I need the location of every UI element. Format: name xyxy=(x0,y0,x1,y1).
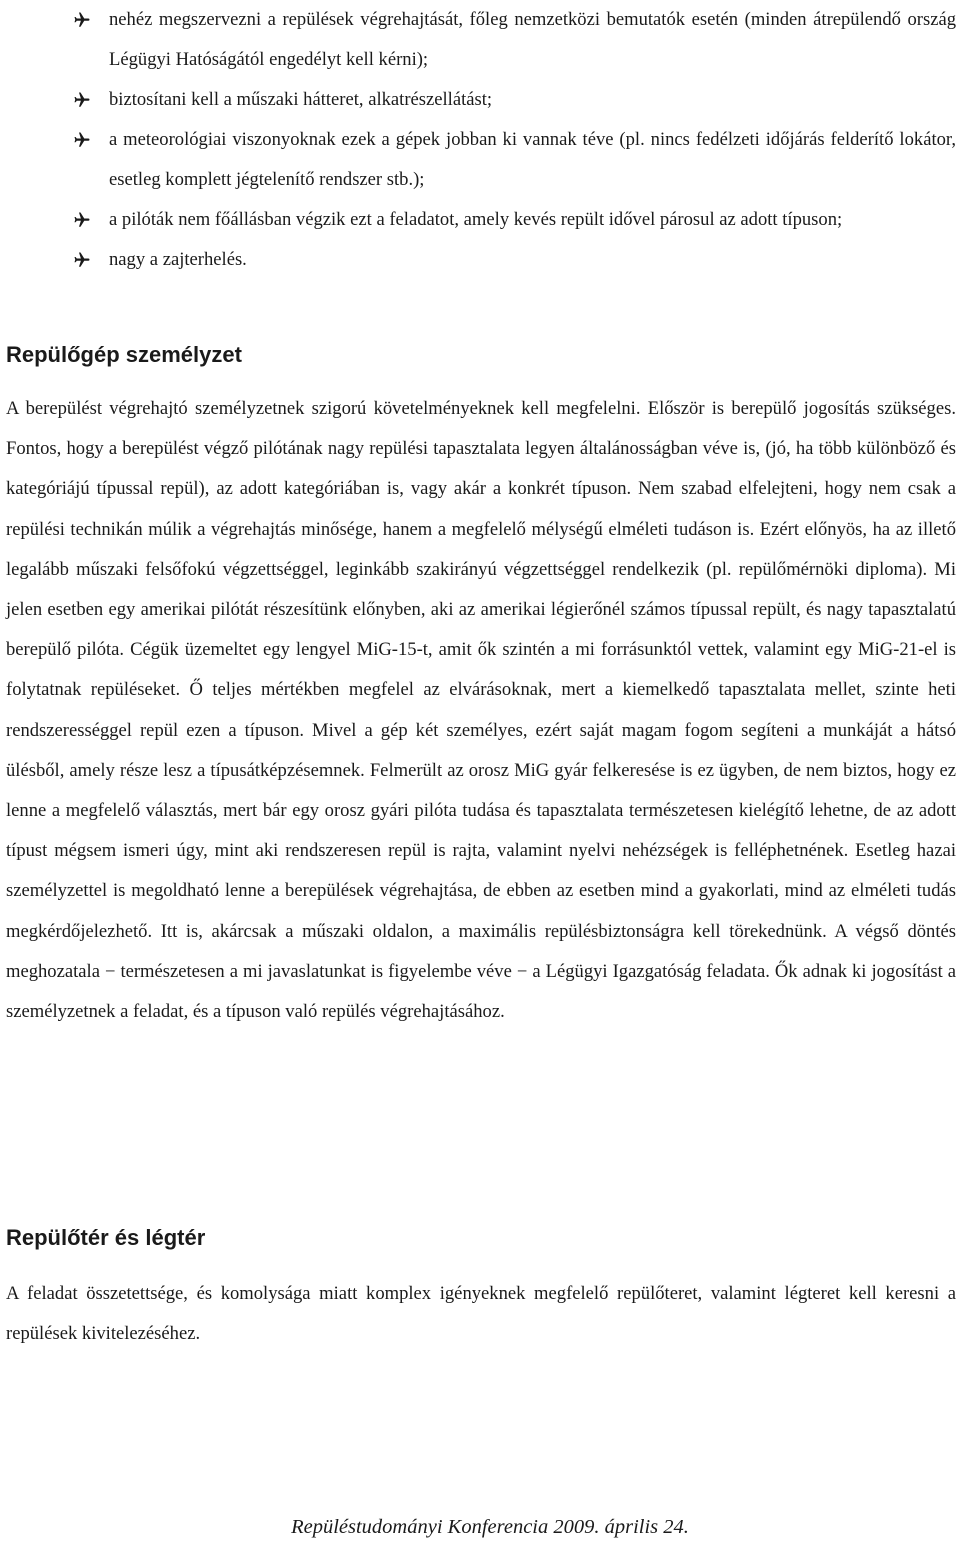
list-item xyxy=(0,240,956,280)
bullet-text: biztosítani kell a műszaki hátteret, alkatrészellátást; xyxy=(109,89,493,110)
bullet-text: a meteorológiai viszonyoknak ezek a gépek jobban ki vannak téve (pl. nincs fedélzeti időjárás felderítő lokátor, esetleg komplett jégtelenítő rendszer stb.); xyxy=(109,129,956,190)
airplane-icon xyxy=(73,211,91,229)
bullet-text: nagy a zajterhelés. xyxy=(109,249,247,270)
bullet-text: nehéz megszervezni a repülések végrehajtását, főleg nemzetközi bemutatók esetén (minden átrepülendő ország Légügyi Hatóságától engedélyt kell kérni); xyxy=(109,9,956,70)
section-heading: Repülőtér és légtér xyxy=(6,1225,206,1250)
page-footer xyxy=(0,1514,960,1540)
section-paragraph: A feladat összetettsége, és komolysága miatt komplex igényeknek megfelelő repülőteret, valamint légteret kell keresni a repülések kivitelezéséhez. xyxy=(6,1283,956,1345)
airplane-icon xyxy=(73,131,91,149)
list-item xyxy=(0,0,956,80)
section-heading: Repülőgép személyzet xyxy=(6,342,242,367)
airplane-icon xyxy=(73,251,91,269)
bullet-text: a pilóták nem főállásban végzik ezt a feladatot, amely kevés repült idővel párosul az adott típuson; xyxy=(109,209,843,230)
bullet-list xyxy=(0,0,956,280)
airplane-icon xyxy=(73,91,91,109)
section-paragraph: A berepülést végrehajtó személyzetnek szigorú követelményeknek kell megfelelni. Először is berepülő jogosítás szükséges. Fontos, hogy a berepülést végző pilótának nagy repülési tapasztalata legyen általánosságban véve is, (jó, ha több különböző és kategóriájú típussal repül), az adott kategóriában is, vagy akár a konkrét típuson. Nem szabad elfelejteni, hogy nem csak a repülési technikán múlik a végrehajtás minősége, hanem a megfelelő mélységű elméleti tudáson is. Ezért előnyös, ha az illető legalább műszaki felsőfokú végzettséggel, leginkább szakirányú végzettséggel rendelkezik (pl. repülőmérnöki diploma). Mi jelen esetben egy amerikai pilótát részesítünk előnyben, aki az amerikai légierőnél számos típussal repült, és nagy tapasztalatú berepülő pilóta. Cégük üzemeltet egy lengyel MiG-15-t, amit ők szintén a mi forrásunktól vettek, valamint egy MiG-21-el is folytatnak repüléseket. Ő teljes mértékben megfelel az elvárásoknak, mert a kiemelkedő tapasztalata mellet, szinte heti rendszerességgel repül ezen a típuson. Mivel a gép két személyes, ezért saját magam fogom segíteni a munkáját a hátsó ülésből, amely része lesz a típusátképzésemnek. Felmerült az orosz MiG gyár felkeresése is ez ügyben, de nem biztos, hogy ez lenne a megfelelő választás, mert bár egy orosz gyári pilóta tudása és tapasztalata természetesen kielégítő lehetne, de az adott típust mégsem ismeri úgy, mint aki rendszeresen repül is rajta, valamint nyelvi nehézségek is felléphetnének. Esetleg hazai személyzettel is megoldható lenne a berepülések végrehajtása, de ebben az esetben mind a gyakorlati, mind az elméleti tudás megkérdőjelezhető. Itt is, akárcsak a műszaki oldalon, a maximális repülésbiztonságra kell törekednünk. A végső döntés meghozatala − természetesen a mi javaslatunkat is figyelembe véve − a Légügyi Igazgatóság feladata. Ők adnak ki jogosítást a személyzetnek a feladat, és a típuson való repülés végrehajtásához. xyxy=(6,398,956,1023)
footer-text: Repüléstudományi Konferencia 2009. április 24. xyxy=(291,1516,689,1538)
list-item xyxy=(0,120,956,200)
list-item xyxy=(0,200,956,240)
list-item xyxy=(0,80,956,120)
airplane-icon xyxy=(73,11,91,29)
